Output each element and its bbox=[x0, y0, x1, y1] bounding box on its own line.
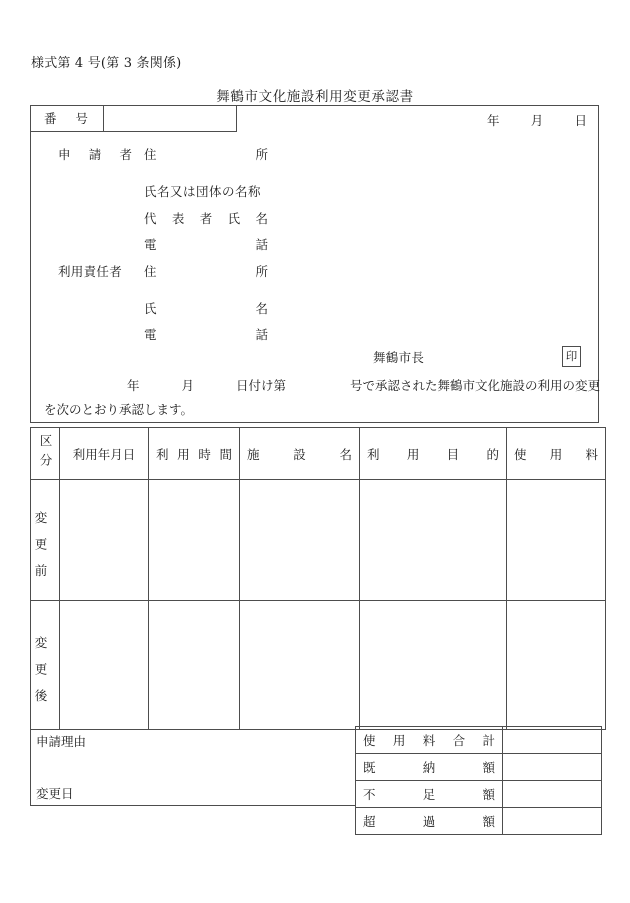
fee-value-paid[interactable] bbox=[503, 754, 602, 781]
row-division-before: 変更前 bbox=[31, 480, 60, 601]
manager-name-label: 氏 名 bbox=[144, 301, 268, 316]
header-division bbox=[31, 428, 60, 480]
table-row bbox=[31, 601, 606, 730]
document-title: 舞鶴市文化施設利用変更承認書 bbox=[216, 89, 414, 105]
applicant-address-label: 住 所 bbox=[144, 147, 268, 162]
fee-row-excess bbox=[356, 808, 602, 835]
header-use-date: 利用年月日 bbox=[60, 428, 149, 480]
header-fee: 使 用 料 bbox=[507, 428, 606, 480]
header-purpose: 利 用 目 的 bbox=[360, 428, 507, 480]
usage-change-table bbox=[30, 427, 606, 730]
fee-summary-table bbox=[355, 726, 602, 835]
change-date-label: 変更日 bbox=[36, 786, 74, 801]
fee-value-total[interactable] bbox=[503, 727, 602, 754]
issue-date-field[interactable]: 年 月 日 bbox=[487, 113, 587, 128]
fee-row-shortfall bbox=[356, 781, 602, 808]
seal-stamp-box: 印 bbox=[562, 346, 581, 367]
number-input-field[interactable] bbox=[104, 105, 237, 132]
cell-use-time-before[interactable] bbox=[149, 480, 240, 601]
cell-facility-before[interactable] bbox=[240, 480, 360, 601]
applicant-name-label: 氏名又は団体の名称 bbox=[144, 184, 262, 199]
applicant-party-label: 申 請 者 bbox=[58, 147, 132, 162]
fee-label-paid: 既 納 額 bbox=[356, 754, 503, 781]
applicant-tel-label: 電 話 bbox=[144, 237, 268, 252]
cell-use-date-after[interactable] bbox=[60, 601, 149, 730]
approval-statement-line-1: 年 月 日付け第 号で承認された舞鶴市文化施設の利用の変更 bbox=[127, 378, 600, 393]
fee-label-excess: 超 過 額 bbox=[356, 808, 503, 835]
fee-label-total: 使 用 料 合 計 bbox=[356, 727, 503, 754]
fee-label-shortfall: 不 足 額 bbox=[356, 781, 503, 808]
manager-address-label: 住 所 bbox=[144, 264, 268, 279]
approval-statement-line-2: を次のとおり承認します。 bbox=[44, 402, 194, 417]
number-label: 番 号 bbox=[44, 111, 88, 126]
cell-use-time-after[interactable] bbox=[149, 601, 240, 730]
header-facility: 施 設 名 bbox=[240, 428, 360, 480]
fee-value-excess[interactable] bbox=[503, 808, 602, 835]
cell-purpose-after[interactable] bbox=[360, 601, 507, 730]
cell-fee-before[interactable] bbox=[507, 480, 606, 601]
manager-tel-label: 電 話 bbox=[144, 327, 268, 342]
fee-row-total bbox=[356, 727, 602, 754]
fee-row-paid bbox=[356, 754, 602, 781]
applicant-representative-label: 代 表 者 氏 名 bbox=[144, 211, 268, 226]
form-number-label: 様式第 4 号(第 3 条関係) bbox=[31, 56, 182, 71]
row-division-after: 変更後 bbox=[31, 601, 60, 730]
header-division-text: 区分 bbox=[38, 434, 53, 473]
header-use-time: 利 用 時 間 bbox=[149, 428, 240, 480]
reason-label: 申請理由 bbox=[36, 734, 87, 749]
number-label-cell bbox=[30, 105, 104, 132]
table-header-row bbox=[31, 428, 606, 480]
mayor-label: 舞鶴市長 bbox=[373, 350, 425, 365]
table-row bbox=[31, 480, 606, 601]
fee-value-shortfall[interactable] bbox=[503, 781, 602, 808]
cell-facility-after[interactable] bbox=[240, 601, 360, 730]
cell-purpose-before[interactable] bbox=[360, 480, 507, 601]
cell-use-date-before[interactable] bbox=[60, 480, 149, 601]
manager-party-label: 利用責任者 bbox=[58, 264, 123, 279]
cell-fee-after[interactable] bbox=[507, 601, 606, 730]
